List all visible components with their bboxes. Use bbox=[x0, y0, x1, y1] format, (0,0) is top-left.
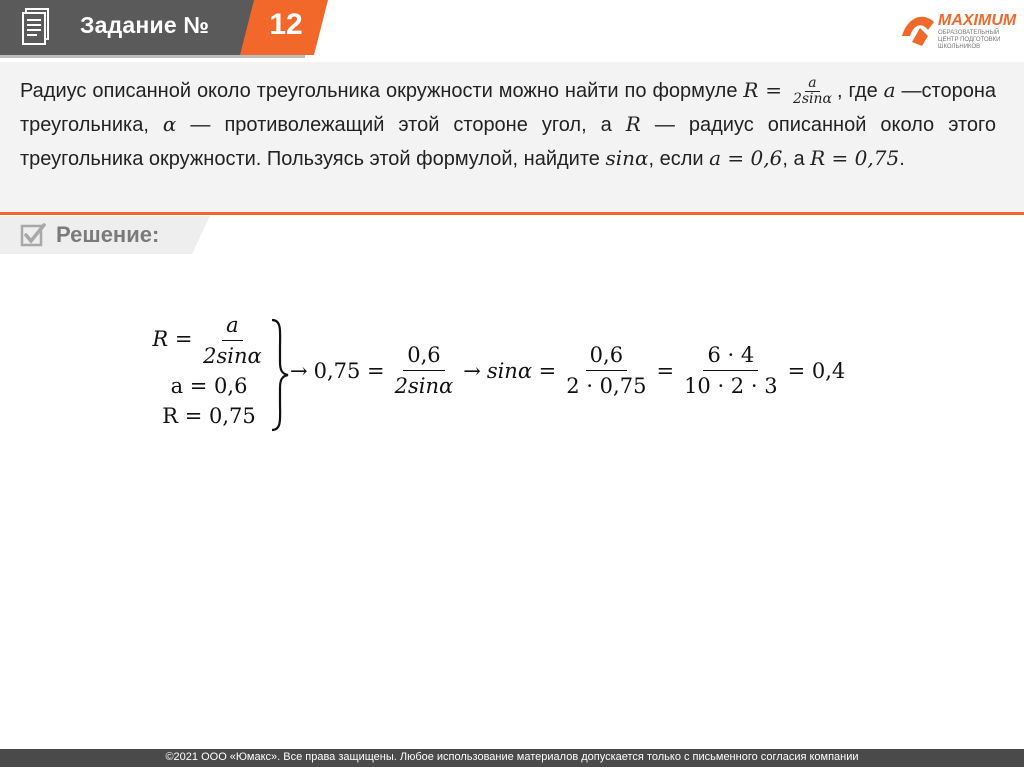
header-bar bbox=[0, 0, 1024, 62]
given-R: R = 0,75 bbox=[810, 146, 900, 170]
step1-numerator: 0,6 bbox=[403, 342, 444, 371]
problem-text-2e: , если bbox=[648, 148, 710, 170]
step1-fraction bbox=[391, 342, 458, 399]
solution-chain bbox=[290, 342, 845, 399]
problem-text-2g: . bbox=[899, 148, 905, 170]
step2-lhs: sinα = bbox=[486, 358, 557, 383]
final-result: = 0,4 bbox=[787, 358, 846, 383]
task-title: Задание № bbox=[80, 12, 210, 38]
header-divider bbox=[0, 55, 305, 58]
problem-text-1-end: , bbox=[836, 80, 843, 102]
system-row-R: R = 0,75 bbox=[162, 404, 256, 428]
var-sin-alpha: sinα bbox=[605, 146, 649, 170]
system-formula-lhs: R = bbox=[152, 327, 193, 351]
problem-text-1: Радиус описанной около треугольника окружности можно найти по формуле bbox=[20, 80, 744, 102]
equals-sign: = bbox=[656, 358, 675, 383]
problem-text-2d: — радиус описанной около этого треугольника окружности. Пользуясь этой формулой, найдите bbox=[20, 114, 996, 170]
formula-lhs: R = bbox=[743, 78, 782, 102]
problem-divider bbox=[0, 212, 1024, 215]
problem-text-2b: —сторона треугольника, bbox=[20, 80, 996, 136]
arrow-1: → bbox=[290, 358, 308, 383]
given-a: a = 0,6 bbox=[709, 146, 783, 170]
formula-denominator: 2sinα bbox=[792, 91, 832, 108]
var-a: a bbox=[883, 78, 896, 102]
right-brace-icon bbox=[268, 318, 290, 432]
problem-statement bbox=[20, 74, 996, 176]
system-row-formula bbox=[150, 312, 268, 369]
system-formula-numerator: a bbox=[222, 312, 243, 341]
logo-name: MAXIMUM bbox=[938, 12, 1017, 29]
step3-numerator: 6 · 4 bbox=[703, 342, 758, 371]
step2-numerator: 0,6 bbox=[586, 342, 627, 371]
problem-text-2a: где bbox=[848, 80, 884, 102]
step2-denominator: 2 · 0,75 bbox=[566, 374, 647, 398]
system-row-a: a = 0,6 bbox=[170, 374, 248, 398]
problem-text-2f: , а bbox=[782, 148, 811, 170]
var-R: R bbox=[625, 112, 641, 136]
logo-subtitle: ОБРАЗОВАТЕЛЬНЫЙ ЦЕНТР ПОДГОТОВКИ ШКОЛЬНИКОВ bbox=[938, 30, 1001, 50]
solution-math bbox=[150, 312, 890, 432]
step1-lhs: 0,75 = bbox=[313, 358, 385, 383]
var-alpha: α bbox=[162, 112, 177, 136]
formula-fraction bbox=[790, 76, 835, 107]
system-formula-fraction bbox=[199, 312, 266, 369]
step3-denominator: 10 · 2 · 3 bbox=[684, 374, 778, 398]
step1-denominator: 2sinα bbox=[394, 374, 454, 398]
solution-heading: Решение: bbox=[56, 222, 160, 247]
arrow-2: → bbox=[463, 358, 481, 383]
step3-fraction bbox=[680, 342, 782, 399]
step2-fraction bbox=[562, 342, 650, 399]
task-number: 12 bbox=[269, 8, 303, 41]
document-icon bbox=[22, 8, 52, 46]
problem-text-2c: — противолежащий этой стороне угол, а bbox=[176, 114, 626, 136]
formula-numerator: a bbox=[805, 76, 819, 92]
footer-copyright: ©2021 ООО «Юмакс». Все права защищены. Любое использование материалов допускается только с письменного согласия компании bbox=[165, 751, 859, 763]
checkbox-checked-icon bbox=[20, 222, 46, 248]
system-formula-denominator: 2sinα bbox=[203, 344, 262, 368]
